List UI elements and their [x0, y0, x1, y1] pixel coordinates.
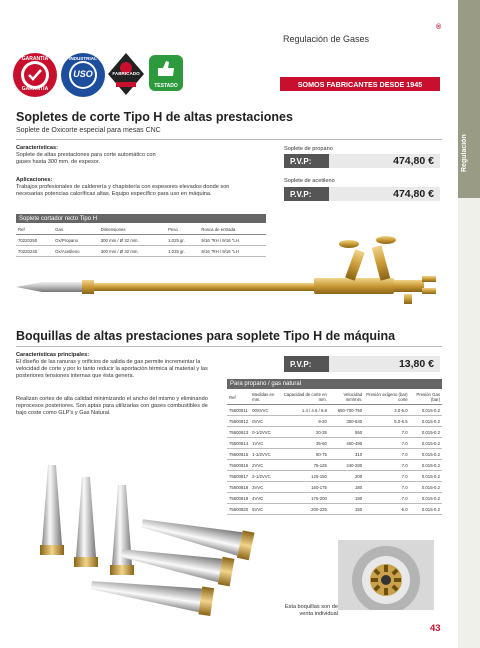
pvp-label: P.V.P:	[284, 154, 329, 168]
section2-divider	[16, 346, 442, 347]
table-cell: 0.015-0.2	[410, 460, 442, 471]
industrial-use-seal-text: USO	[73, 69, 93, 79]
table-cell: 0.015-0.2	[410, 504, 442, 515]
table-cell: 0VVC	[250, 416, 281, 427]
table-cell: Ox/Propano	[53, 235, 99, 246]
fabricado-badge-text: FABRICADO	[112, 71, 140, 76]
table-row	[227, 438, 442, 449]
garantia-seal-text-top: GARANTÍA	[21, 56, 49, 62]
table-header: Presión Gas (bar)	[410, 390, 442, 405]
section1-features-heading: Características:	[16, 145, 58, 151]
table-cell: 650-700-750	[329, 405, 364, 416]
table-cell: 7.0	[364, 460, 409, 471]
registered-mark: ®	[436, 24, 442, 31]
table-cell: 200	[329, 471, 364, 482]
table-cell: 300 mm / Ø 32 mm.	[99, 246, 166, 257]
testado-badge-text: TESTADO	[154, 83, 178, 89]
nozzles-image	[20, 455, 260, 630]
price-value-nozzle: 13,80 €	[329, 356, 440, 372]
table-cell: 550	[329, 427, 364, 438]
table-row	[227, 405, 442, 416]
table-cell: 240-280	[329, 460, 364, 471]
page-section-title: Regulación de Gases	[283, 34, 370, 44]
table-cell: 75600815	[227, 449, 250, 460]
section1-divider	[16, 139, 442, 140]
price-box-acetylene	[284, 187, 440, 201]
table-header-row	[227, 390, 442, 405]
table-cell: 0.015-0.2	[410, 493, 442, 504]
table-cell: 75600814	[227, 438, 250, 449]
garantia-seal-text-bottom: GARANTÍA	[21, 86, 49, 92]
table-header: Medidas en mm.	[250, 390, 281, 405]
table-cell: 9/16 "RH / 9/16 "LH	[199, 246, 266, 257]
table-cell: 75600811	[227, 405, 250, 416]
table-cell: 7.0	[364, 471, 409, 482]
table-cell: 7.0	[364, 449, 409, 460]
table-cell: 5VVC	[250, 504, 281, 515]
table-cell: 300-630	[329, 416, 364, 427]
table-cell: 150	[329, 504, 364, 515]
section2-extra-text: Realizan cortes de alta calidad minimizando el ancho del mismo y eliminando reprocesos posteriores. Son aptas para utilizarlas con gases combustibles de bajo coste como GLP's y Gas Natural.	[16, 396, 208, 416]
table-cell: 60-75	[281, 449, 328, 460]
table-cell: 310	[329, 449, 364, 460]
table-header: Velocidad mm/min.	[329, 390, 364, 405]
table-cell: 0.015-0.2	[410, 471, 442, 482]
table-cell: 5.0-6.5	[364, 416, 409, 427]
section1-applications-heading: Aplicaciones:	[16, 177, 53, 183]
table-cell: 75600813	[227, 427, 250, 438]
table-cell: 1VVC	[250, 438, 281, 449]
price-label-acetylene: Soplete de acetileno	[284, 178, 335, 184]
pvp-label: P.V.P:	[284, 187, 329, 201]
table-cell: 1.4 / 4.6 / 6.8	[281, 405, 328, 416]
table-cell: 75-125	[281, 460, 328, 471]
table-header: Gas	[53, 225, 99, 235]
table-cell: 125-150	[281, 471, 328, 482]
table-cell: 75600820	[227, 504, 250, 515]
section1-applications-text: Trabajos profesionales de calderería y chapistería con espesores elevados donde son necesarias potencias caloríficas altas. Equipo específico para uso en máquina.	[16, 184, 230, 197]
table-cell: 3VVC	[250, 482, 281, 493]
table-cell: 00SVVC	[250, 405, 281, 416]
page-number: 43	[430, 623, 441, 634]
table-cell: 0-1/2VVC	[250, 427, 281, 438]
table-cell: 7.0	[364, 493, 409, 504]
table-cell: 400-480	[329, 438, 364, 449]
table-cell: 0.015-0.2	[410, 416, 442, 427]
table-cell: 0.015-0.2	[410, 438, 442, 449]
table-cell: 180	[329, 482, 364, 493]
torch-table-title: Soplete cortador recto Tipo H	[16, 214, 266, 223]
table-cell: 7.0	[364, 482, 409, 493]
pvp-label: P.V.P:	[284, 356, 329, 372]
price-value-propane: 474,80 €	[329, 154, 440, 168]
table-cell: 300 mm / Ø 32 mm.	[99, 235, 166, 246]
table-cell: 75600816	[227, 460, 250, 471]
section2-features-heading: Características principales:	[16, 352, 90, 358]
table-cell: 1.025 gr.	[166, 235, 199, 246]
table-cell: 35-60	[281, 438, 328, 449]
side-tab-label: Regulación	[461, 134, 468, 172]
table-row	[227, 427, 442, 438]
section2-features-text: El diseño de las ranuras y orificios de salida de gas permite incrementar la velocidad de corte y por lo tanto reducir la aportación térmica al material y las posteriores tensiones internas que ésta genera.	[16, 359, 208, 379]
section1-title: Sopletes de corte Tipo H de altas prestaciones	[16, 110, 293, 124]
table-cell: 0.015-0.2	[410, 405, 442, 416]
table-cell: 6.0	[364, 504, 409, 515]
table-header: Dimensiones	[99, 225, 166, 235]
table-header: Rosca de entrada	[199, 225, 266, 235]
table-cell: 175-200	[281, 493, 328, 504]
table-cell: 75600812	[227, 416, 250, 427]
table-cell: 200-225	[281, 504, 328, 515]
table-header: Ref	[227, 390, 250, 405]
price-label-propane: Soplete de propano	[284, 146, 333, 152]
nozzle-caption: Esta boquillas son de venta individual	[284, 604, 338, 617]
table-cell: 9-20	[281, 416, 328, 427]
section1-features-text: Soplete de altas prestaciones para corte automático con gases hasta 300 mm. de espesor.	[16, 152, 156, 165]
cutting-torch-image	[14, 230, 446, 310]
nozzle-table-title: Para propano / gas natural	[227, 379, 442, 389]
table-cell: 0.015-0.2	[410, 449, 442, 460]
industrial-use-seal-ring: INDUSTRIAL	[69, 56, 97, 61]
table-cell: 150-175	[281, 482, 328, 493]
section1-subtitle: Soplete de Oxicorte especial para mesas CNC	[16, 127, 161, 134]
table-cell: 180	[329, 493, 364, 504]
table-cell: 75600818	[227, 482, 250, 493]
table-cell: 2-1/2VVC	[250, 471, 281, 482]
table-header: Capacidad de corte en mm.	[281, 390, 328, 405]
price-value-acetylene: 474,80 €	[329, 187, 440, 201]
table-cell: 75600819	[227, 493, 250, 504]
table-cell: 1-1/2VVC	[250, 449, 281, 460]
table-cell: 1.025 gr.	[166, 246, 199, 257]
table-cell: 9/16 "RH / 9/16 "LH	[199, 235, 266, 246]
table-cell: 0.015-0.2	[410, 427, 442, 438]
table-cell: 7.0	[364, 438, 409, 449]
table-cell: 7.0	[364, 427, 409, 438]
section2-title: Boquillas de altas prestaciones para soplete Tipo H de máquina	[16, 329, 396, 343]
table-cell: 4VVC	[250, 493, 281, 504]
table-cell: 2VVC	[250, 460, 281, 471]
table-header: Ref	[16, 225, 53, 235]
price-box-nozzle	[284, 356, 440, 372]
nozzle-tip-photo	[338, 540, 434, 610]
table-header: Presión oxígeno (bar) corte	[364, 390, 409, 405]
table-header: Peso	[166, 225, 199, 235]
manufacturer-banner: SOMOS FABRICANTES DESDE 1945	[280, 77, 440, 91]
table-cell: 70220240	[16, 246, 53, 257]
table-cell: 70220250	[16, 235, 53, 246]
table-cell: 20-35	[281, 427, 328, 438]
table-cell: Ox/Acetileno	[53, 246, 99, 257]
table-cell: 0.015-0.2	[410, 482, 442, 493]
price-box-propane	[284, 154, 440, 168]
table-cell: 75600817	[227, 471, 250, 482]
table-row	[227, 416, 442, 427]
table-cell: 3.0-5.0	[364, 405, 409, 416]
